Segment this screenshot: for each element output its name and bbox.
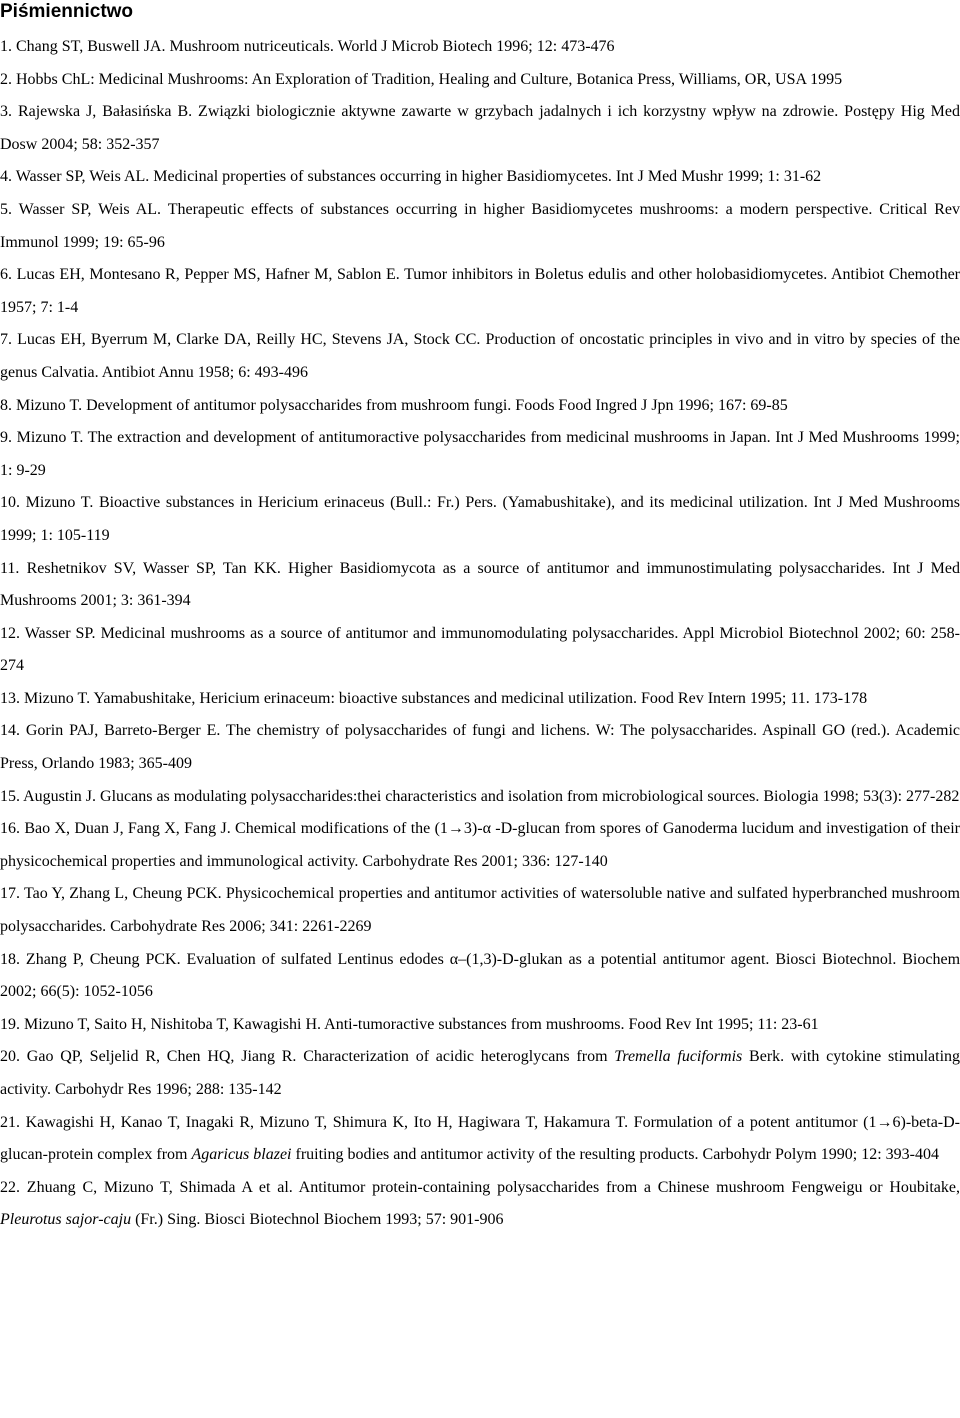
reference-number: 20. [0, 1048, 20, 1066]
reference-text: Lucas EH, Montesano R, Pepper MS, Hafner M, Sablon E. Tumor inhibitors in Boletus edulis and other holobasidiomycetes. Antibiot Chemother 1957; 7: 1-4 [0, 266, 960, 316]
reference-item [0, 390, 960, 423]
reference-item [0, 161, 960, 194]
reference-number: 16. [0, 820, 20, 838]
reference-item [0, 422, 960, 487]
reference-text: Rajewska J, Bałasińska B. Związki biologicznie aktywne zawarte w grzybach jadalnych i ich korzystny wpływ na zdrowie. Postępy Hig Med Dosw 2004; 58: 352-357 [0, 103, 960, 153]
reference-text: Wasser SP, Weis AL. Medicinal properties of substances occurring in higher Basidiomycetes. Int J Med Mushr 1999; 1: 31-62 [15, 168, 822, 186]
reference-text: Mizuno T. Bioactive substances in Hericium erinaceus (Bull.: Fr.) Pers. (Yamabushitake), and its medicinal utilization. Int J Med Mushrooms 1999; 1: 105-119 [0, 494, 960, 544]
reference-item [0, 487, 960, 552]
reference-text: Gao QP, Seljelid R, Chen HQ, Jiang R. Characterization of acidic heteroglycans from [26, 1048, 615, 1066]
reference-text: Lucas EH, Byerrum M, Clarke DA, Reilly HC, Stevens JA, Stock CC. Production of oncostatic principles in vivo and in vitro by species of the genus Calvatia. Antibiot Annu 1958; 6: 493-496 [0, 331, 960, 381]
reference-list [0, 31, 960, 1237]
reference-number: 8. [0, 396, 12, 414]
reference-text: Hobbs ChL: Medicinal Mushrooms: An Exploration of Tradition, Healing and Culture, Botanica Press, Williams, OR, USA 1995 [16, 70, 843, 88]
reference-number: 17. [0, 885, 20, 903]
reference-number: 11. [0, 559, 20, 577]
reference-text: Zhang P, Cheung PCK. Evaluation of sulfated Lentinus edodes α–(1,3)-D-glukan as a potential antitumor agent. Biosci Biotechnol. Biochem 2002; 66(5): 1052-1056 [0, 950, 960, 1001]
reference-item [0, 96, 960, 161]
reference-item [0, 1041, 960, 1106]
reference-item [0, 618, 960, 683]
reference-text: Mizuno T. Yamabushitake, Hericium erinaceum: bioactive substances and medicinal utilization. Food Rev Intern 1995; 11. 173-178 [24, 689, 868, 707]
reference-text: Zhuang C, Mizuno T, Shimada A et al. Antitumor protein-containing polysaccharides from a Chinese mushroom Fengweigu or Houbitake, [26, 1178, 960, 1196]
reference-text: Gorin PAJ, Barreto-Berger E. The chemistry of polysaccharides of fungi and lichens. W: The polysaccharides. Aspinall GO (red.). Academic Press, Orlando 1983; 365-409 [0, 722, 960, 773]
reference-text: (Fr.) Sing. Biosci Biotechnol Biochem 1993; 57: 901-906 [131, 1211, 504, 1229]
reference-text: Berk. with cytokine stimulating activity. Carbohydr Res 1996; 288: 135-142 [0, 1048, 960, 1098]
reference-text: Bao X, Duan J, Fang X, Fang J. Chemical modifications of the (1→3)-α -D-glucan from spores of Ganoderma lucidum and investigation of their physicochemical properties and immunological activity. Carbohydrate Res 2001; 336: 127-140 [0, 820, 960, 870]
reference-text: Reshetnikov SV, Wasser SP, Tan KK. Higher Basidiomycota as a source of antitumor and immunostimulating polysaccharides. Int J Med Mushrooms 2001; 3: 361-394 [0, 559, 960, 610]
reference-number: 15. [0, 787, 20, 805]
reference-item [0, 194, 960, 259]
reference-text: Mizuno T. Development of antitumor polysaccharides from mushroom fungi. Foods Food Ingred J Jpn 1996; 167: 69-85 [16, 396, 788, 414]
reference-item [0, 878, 960, 943]
reference-number: 19. [0, 1015, 20, 1033]
reference-number: 14. [0, 722, 20, 740]
reference-number: 13. [0, 689, 20, 707]
reference-item [0, 944, 960, 1009]
species-name: Tremella fuciformis [614, 1048, 743, 1066]
reference-number: 2. [0, 70, 12, 88]
species-name: Agaricus blazei [191, 1146, 292, 1164]
reference-item [0, 1107, 960, 1172]
reference-item [0, 1172, 960, 1237]
species-name: Pleurotus sajor-caju [0, 1211, 132, 1229]
reference-text: Augustin J. Glucans as modulating polysaccharides:thei characteristics and isolation from microbiological sources. Biologia 1998; 53(3): 277-282 [23, 787, 960, 805]
reference-item [0, 683, 960, 716]
reference-number: 6. [0, 266, 12, 284]
reference-item [0, 31, 960, 64]
reference-number: 10. [0, 494, 20, 512]
reference-item [0, 64, 960, 97]
reference-number: 7. [0, 331, 12, 349]
reference-text: Tao Y, Zhang L, Cheung PCK. Physicochemical properties and antitumor activities of watersoluble native and sulfated hyperbranched mushroom polysaccharides. Carbohydrate Res 2006; 341: 2261-2269 [0, 885, 960, 936]
reference-text: Wasser SP. Medicinal mushrooms as a source of antitumor and immunomodulating polysaccharides. Appl Microbiol Biotechnol 2002; 60: 258-274 [0, 624, 960, 675]
reference-number: 22. [0, 1178, 20, 1196]
reference-text: Mizuno T. The extraction and development of antitumoractive polysaccharides from medicinal mushrooms in Japan. Int J Med Mushrooms 1999; 1: 9-29 [0, 429, 960, 479]
reference-text: Kawagishi H, Kanao T, Inagaki R, Mizuno T, Shimura K, Ito H, Hagiwara T, Hakamura T. Formulation of a potent antitumor (1→6)-beta-D-glucan-protein complex from [0, 1113, 960, 1164]
reference-text: Mizuno T, Saito H, Nishitoba T, Kawagishi H. Anti-tumoractive substances from mushrooms. Food Rev Int 1995; 11: 23-61 [24, 1015, 819, 1033]
reference-item [0, 813, 960, 878]
page-title: Piśmiennictwo [0, 1, 134, 22]
reference-number: 3. [0, 103, 12, 121]
reference-text: fruiting bodies and antitumor activity of the resulting products. Carbohydr Polym 1990; 12: 393-404 [291, 1146, 939, 1164]
reference-number: 9. [0, 429, 12, 447]
reference-number: 21. [0, 1113, 20, 1131]
reference-item [0, 553, 960, 618]
reference-number: 1. [0, 38, 12, 55]
reference-number: 4. [0, 168, 12, 186]
reference-text: Chang ST, Buswell JA. Mushroom nutriceuticals. World J Microb Biotech 1996; 12: 473-476 [16, 38, 615, 55]
reference-item [0, 324, 960, 389]
reference-number: 5. [0, 200, 12, 218]
reference-item [0, 259, 960, 324]
reference-item [0, 1009, 960, 1042]
reference-item [0, 781, 960, 814]
reference-number: 12. [0, 624, 20, 642]
reference-item [0, 715, 960, 780]
reference-number: 18. [0, 950, 20, 968]
reference-text: Wasser SP, Weis AL. Therapeutic effects of substances occurring in higher Basidiomycetes mushrooms: a modern perspective. Critical Rev Immunol 1999; 19: 65-96 [0, 200, 960, 251]
